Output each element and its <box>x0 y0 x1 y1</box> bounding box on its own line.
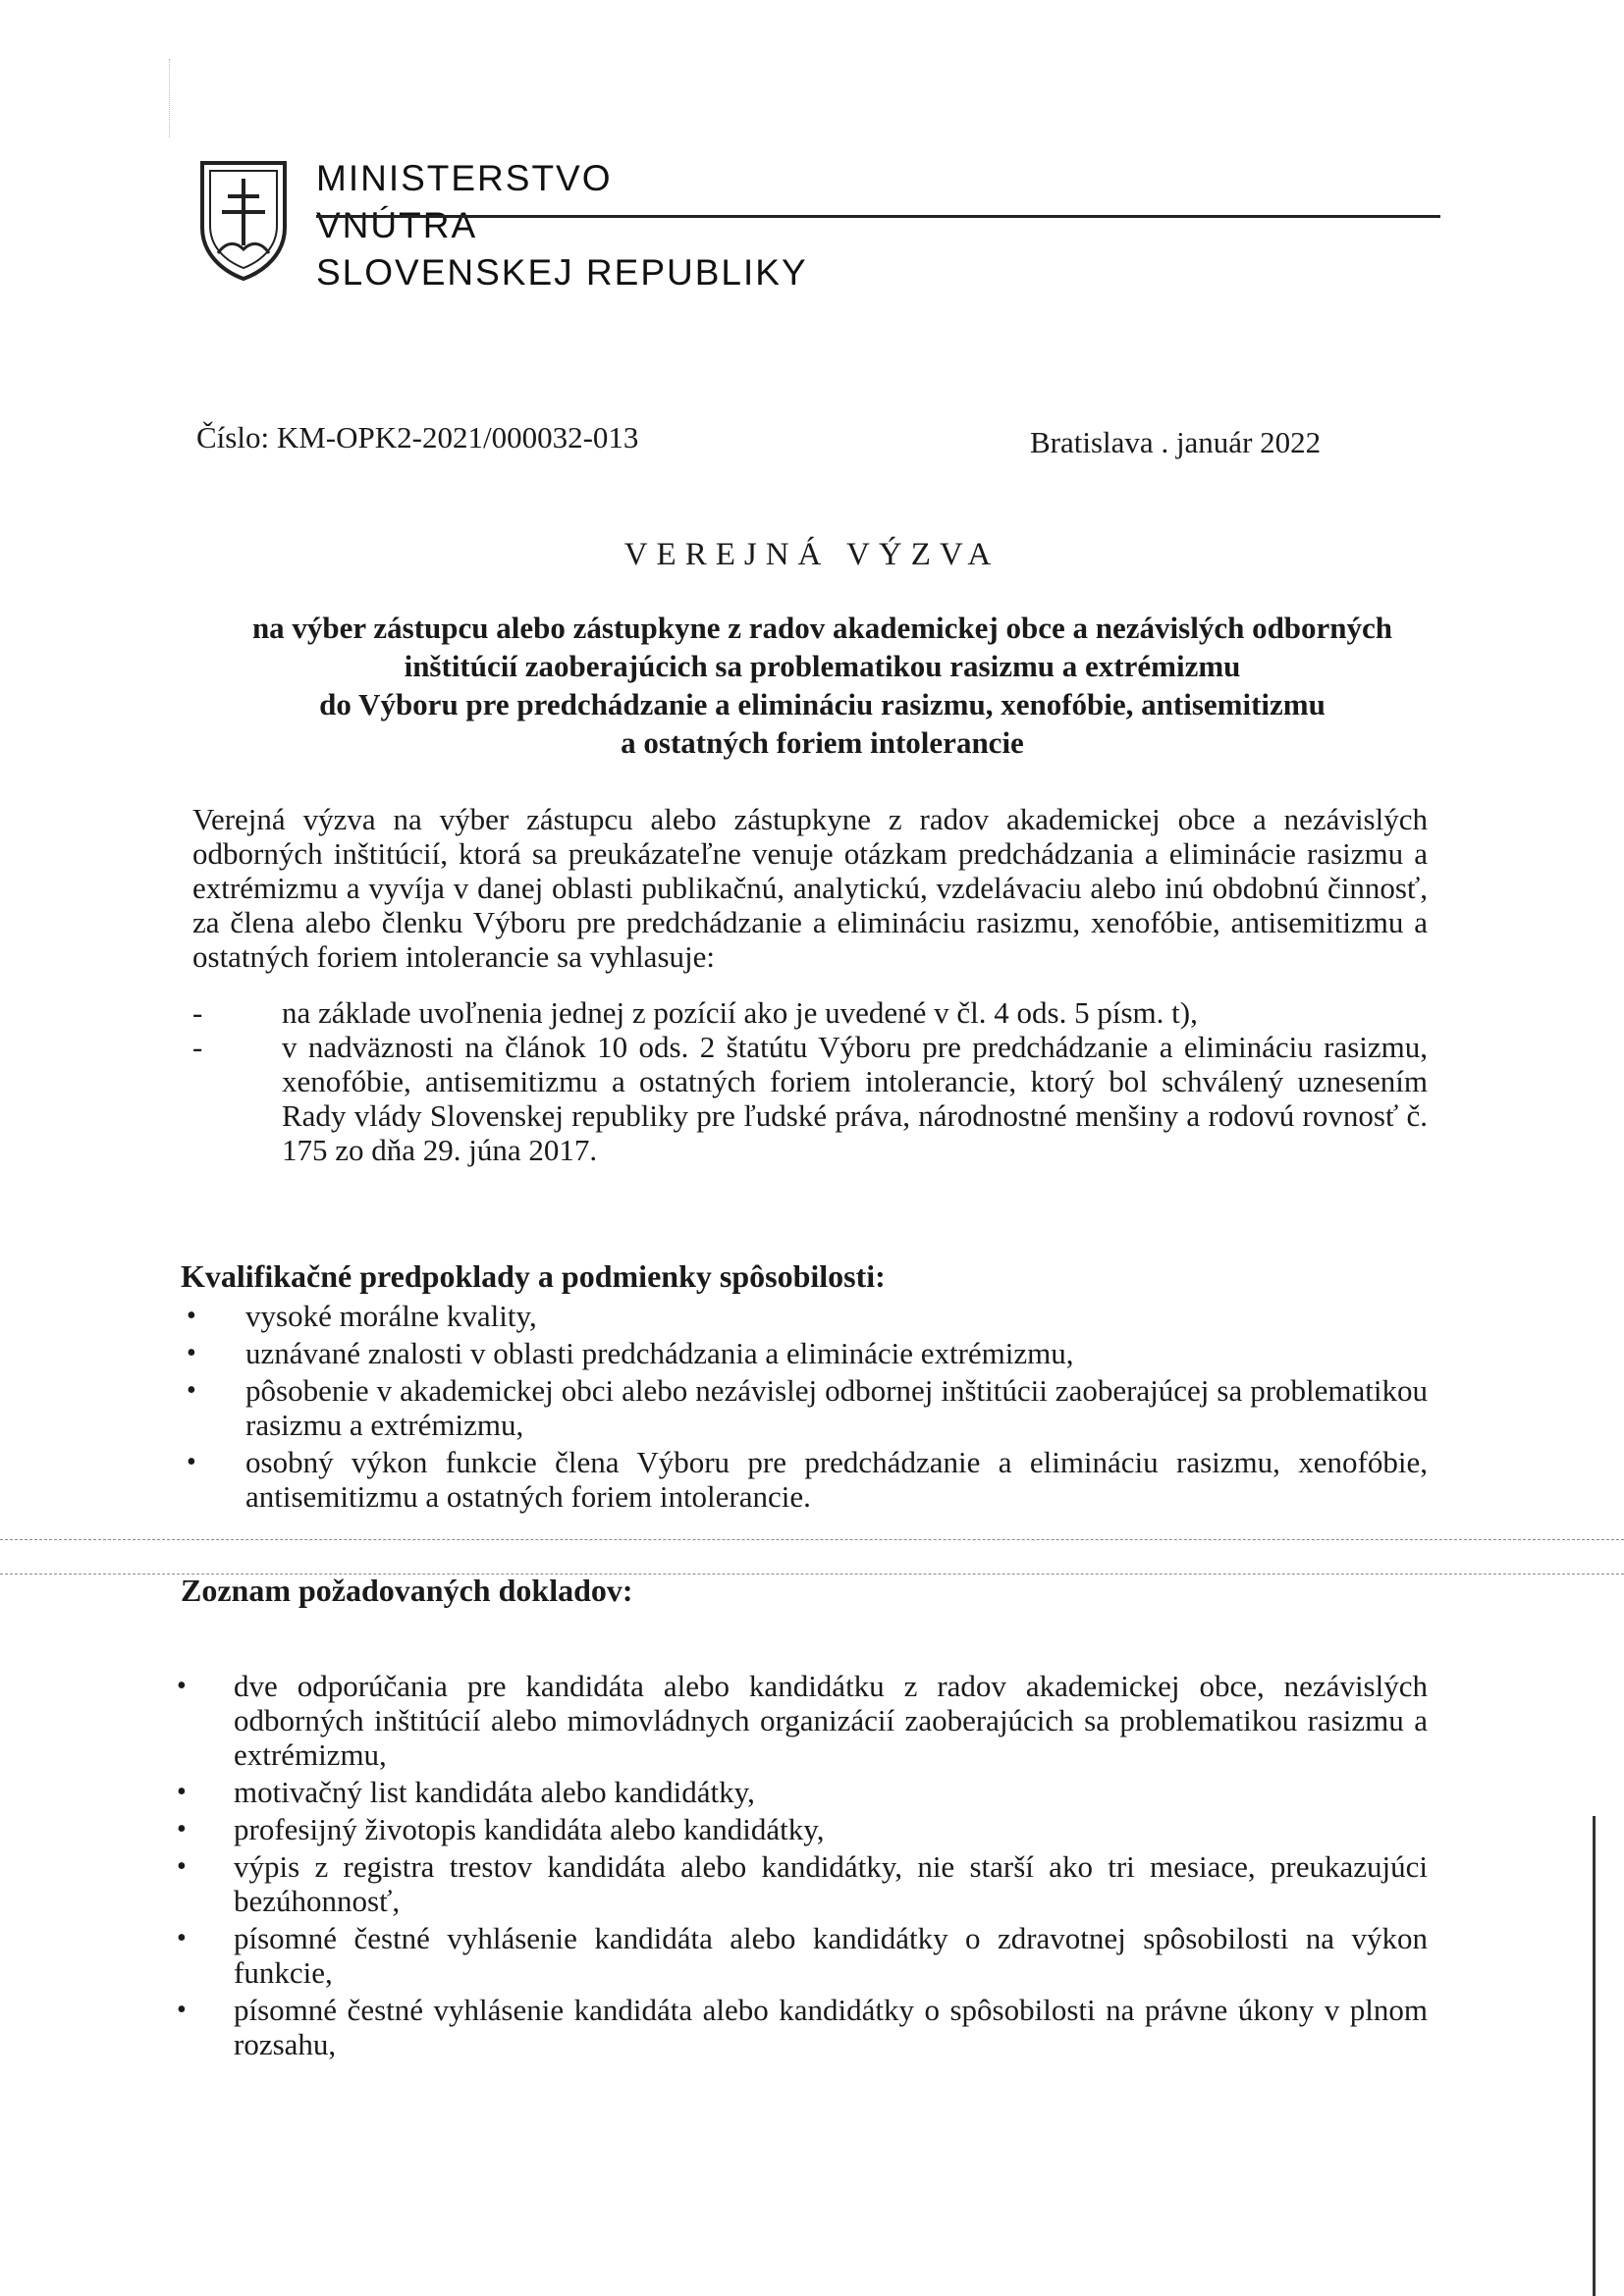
ministry-name-line: MINISTERSTVO <box>316 158 613 198</box>
bullet-icon: • <box>187 1301 196 1331</box>
list-item-text: vysoké morálne kvality, <box>245 1299 537 1333</box>
list-item <box>171 1669 1428 1772</box>
bullet-icon: • <box>187 1447 196 1477</box>
dash-marker: - <box>192 995 203 1030</box>
list-item-text: výpis z registra trestov kandidáta alebo kandidátky, nie starší ako tri mesiace, preukazujúci bezúhonnosť, <box>234 1849 1428 1918</box>
qualifications-heading: Kvalifikačné predpoklady a podmienky spôsobilosti: <box>181 1258 886 1294</box>
list-item-text: profesijný životopis kandidáta alebo kandidátky, <box>234 1812 825 1846</box>
intro-text: Verejná výzva na výber zástupcu alebo zástupkyne z radov akademickej obce a nezávislých odborných inštitúcií, ktorá sa preukázateľne venuje otázkam predchádzania a eliminácie rasizmu a extrémizmu a vyvíja v danej oblasti publikačnú, analytickú, vzdelávaciu alebo inú obdobnú činnosť, za člena alebo členku Výboru pre predchádzanie a elimináciu rasizmu, xenofóbie, antisemitizmu a ostatných foriem intolerancie sa vyhlasuje: <box>192 802 1428 974</box>
grounds-item <box>192 1030 1428 1167</box>
subtitle-line: do Výboru pre predchádzanie a elimináciu rasizmu, xenofóbie, antisemitizmu <box>319 687 1326 721</box>
grounds-item-text: v nadväznosti na článok 10 ods. 2 štatútu Výboru pre predchádzanie a elimináciu rasizmu, xenofóbie, antisemitizmu a ostatných foriem intolerancie, ktorý bol schválený uznesením Rady vlády Slovenskej republiky pre ľudské práva, národnostné menšiny a rodovú rovnosť č. 175 zo dňa 29. júna 2017. <box>282 1030 1428 1167</box>
subtitle-line: a ostatných foriem intolerancie <box>621 725 1024 760</box>
list-item <box>171 1849 1428 1918</box>
document-subtitle <box>182 609 1463 762</box>
list-item <box>171 1993 1428 2061</box>
bullet-icon: • <box>187 1338 196 1368</box>
slovak-coat-of-arms-icon <box>196 155 291 283</box>
list-item-text: uznávané znalosti v oblasti predchádzania a eliminácie extrémizmu, <box>245 1336 1074 1370</box>
list-item <box>181 1373 1428 1442</box>
scan-page-edge <box>1593 1816 1596 2296</box>
ministry-name <box>316 155 808 296</box>
place-and-date <box>1030 425 1321 460</box>
scan-divider-line <box>0 1539 1624 1540</box>
intro-paragraph <box>192 802 1428 974</box>
grounds-item-text: na základe uvoľnenia jednej z pozícií ako je uvedené v čl. 4 ods. 5 písm. t), <box>282 995 1198 1030</box>
reference-number <box>196 420 638 455</box>
bullet-icon: • <box>177 1671 187 1701</box>
letterhead-rule <box>316 215 1440 218</box>
list-item-text: písomné čestné vyhlásenie kandidáta alebo kandidátky o spôsobilosti na právne úkony v plnom rozsahu, <box>234 1993 1428 2061</box>
bullet-icon: • <box>177 1777 187 1807</box>
dash-marker: - <box>192 1030 203 1064</box>
scan-speck <box>169 59 170 137</box>
ministry-name-line: SLOVENSKEJ REPUBLIKY <box>316 252 808 293</box>
list-item-text: osobný výkon funkcie člena Výboru pre predchádzanie a elimináciu rasizmu, xenofóbie, antisemitizmu a ostatných foriem intolerancie. <box>245 1445 1428 1514</box>
list-item <box>181 1445 1428 1514</box>
document-title: VEREJNÁ VÝZVA <box>623 537 1001 572</box>
bullet-icon: • <box>177 1851 187 1882</box>
list-item <box>171 1775 1428 1809</box>
list-item-text: dve odporúčania pre kandidáta alebo kandidátku z radov akademickej obce, nezávislých odborných inštitúcií alebo mimovládnych organizácií zaoberajúcich sa problematikou rasizmu a extrémizmu, <box>234 1669 1428 1772</box>
date: . január 2022 <box>1161 425 1322 459</box>
reference-number-label: Číslo: <box>196 420 270 454</box>
bullet-icon: • <box>177 1814 187 1844</box>
bullet-icon: • <box>177 1923 187 1953</box>
documents-heading: Zoznam požadovaných dokladov: <box>181 1573 633 1608</box>
grounds-item <box>192 995 1428 1030</box>
list-item <box>181 1299 1428 1333</box>
subtitle-line: inštitúcií zaoberajúcich sa problematikou rasizmu a extrémizmu <box>404 649 1241 683</box>
bullet-icon: • <box>187 1375 196 1406</box>
qualifications-list <box>181 1299 1428 1517</box>
reference-number-value: KM-OPK2-2021/000032-013 <box>276 420 639 454</box>
list-item-text: motivačný list kandidáta alebo kandidátky, <box>234 1775 755 1809</box>
documents-list <box>171 1669 1428 2064</box>
ministry-name-line: VNÚTRA <box>316 205 478 245</box>
place: Bratislava <box>1030 425 1154 459</box>
grounds-list <box>192 995 1428 1167</box>
list-item-text: pôsobenie v akademickej obci alebo nezávislej odbornej inštitúcii zaoberajúcej sa problematikou rasizmu a extrémizmu, <box>245 1373 1428 1442</box>
list-item-text: písomné čestné vyhlásenie kandidáta alebo kandidátky o zdravotnej spôsobilosti na výkon funkcie, <box>234 1921 1428 1990</box>
subtitle-line: na výber zástupcu alebo zástupkyne z radov akademickej obce a nezávislých odborných <box>251 611 1393 645</box>
list-item <box>171 1812 1428 1846</box>
list-item <box>181 1336 1428 1370</box>
bullet-icon: • <box>177 1995 187 2025</box>
list-item <box>171 1921 1428 1990</box>
